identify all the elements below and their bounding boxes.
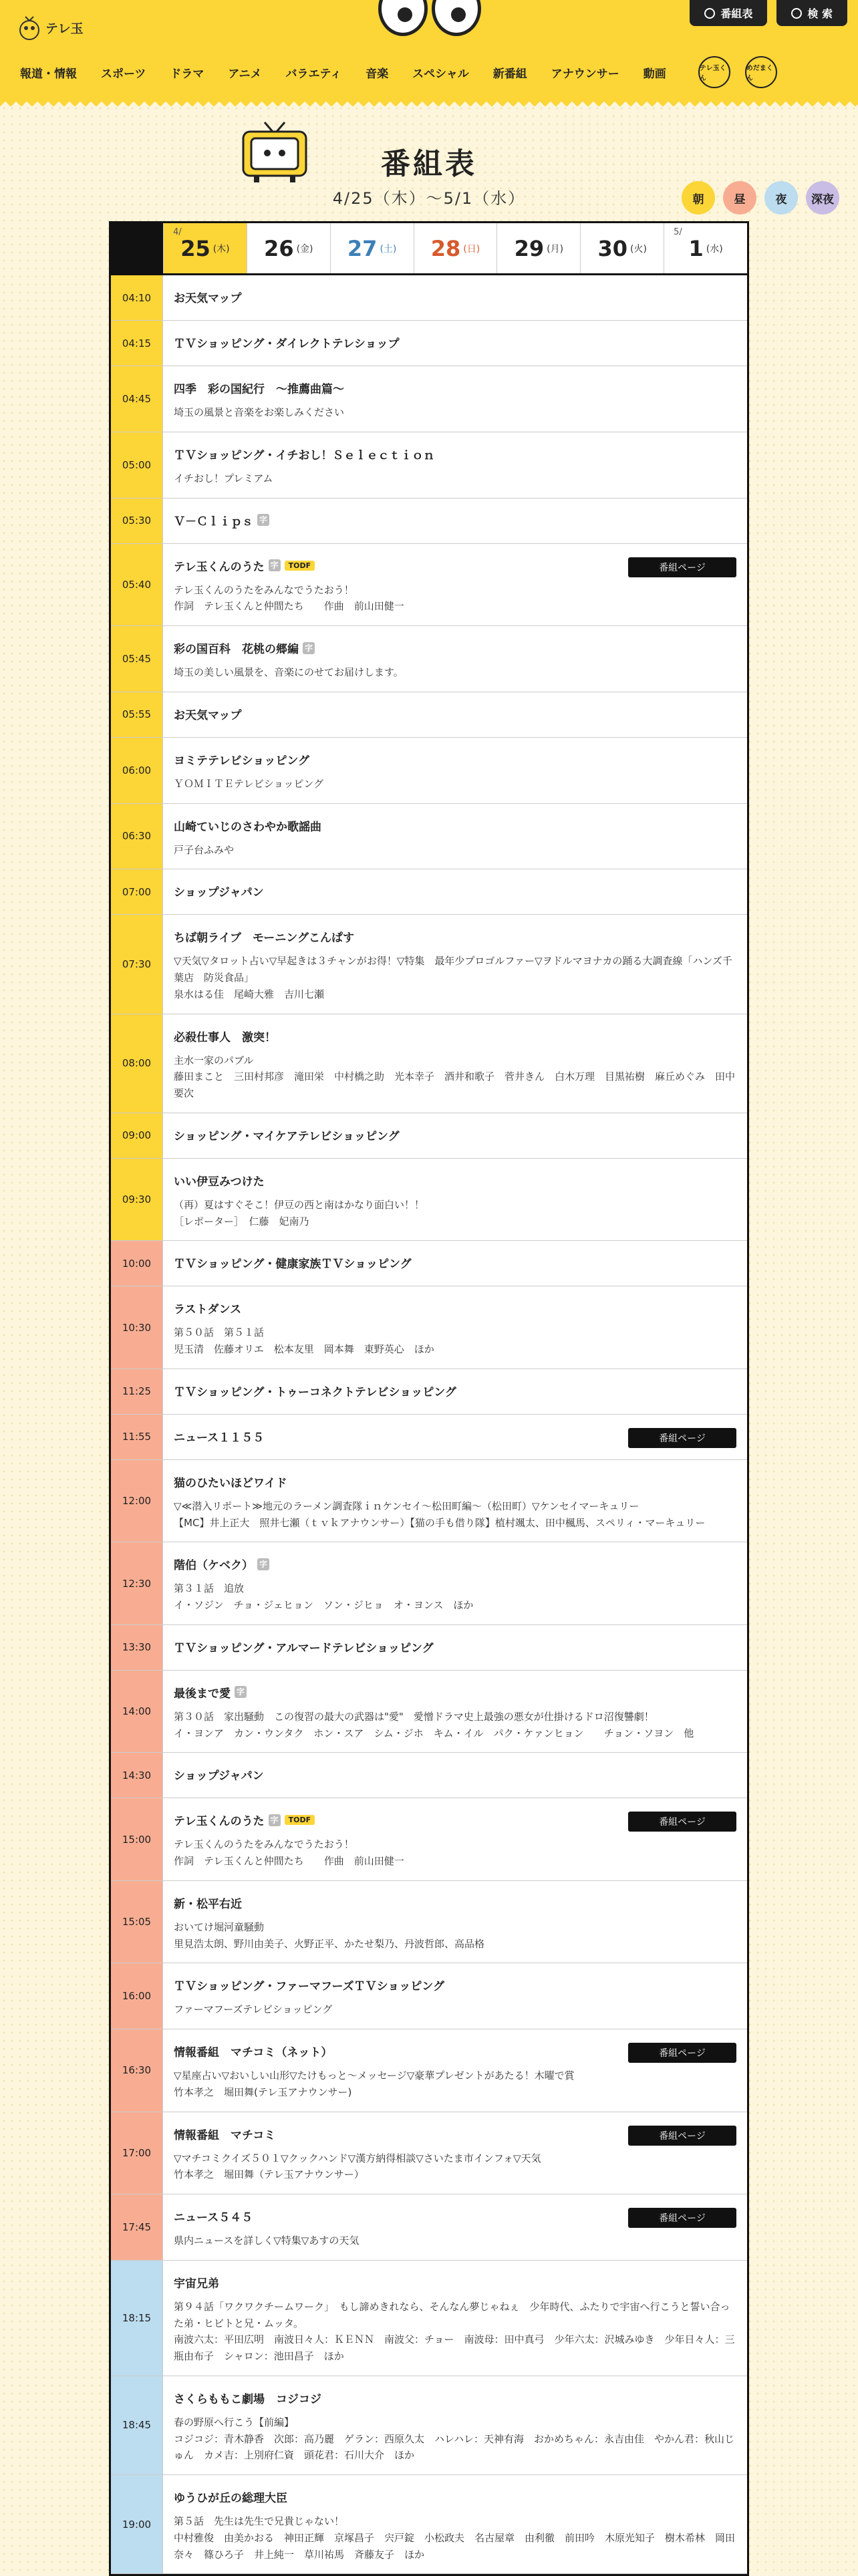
program-description [174, 582, 736, 615]
program-cell [163, 432, 747, 498]
program-title-text: テレ玉くんのうた [174, 560, 265, 574]
nav-music[interactable]: 音楽 [366, 67, 389, 81]
program-title[interactable] [174, 817, 736, 834]
program-description-line: 第９４話「ワクワクチームワーク」 もし諦めきれなら、そんなん夢じゃねぇ 少年時代、ふたりで宇宙へ行こうと誓い合った弟・ヒビトと兄・ムッタ。 [174, 2300, 730, 2329]
program-time: 07:00 [111, 869, 163, 914]
day-tabs-corner [111, 223, 163, 273]
day-tab-weekday: (月) [547, 243, 564, 255]
program-title[interactable] [174, 334, 736, 351]
program-description-line: ▽≪潜入リポート≫地元のラーメン調査隊ｉｎケンセイ～松田町編～（松田町）▽ケンセイマーキュリー [174, 1499, 639, 1512]
program-list [111, 275, 747, 2574]
program-time: 14:00 [111, 1671, 163, 1753]
program-cell [163, 1159, 747, 1241]
program-row [111, 869, 747, 915]
program-title[interactable] [174, 1172, 736, 1189]
program-row [111, 544, 747, 627]
program-time: 06:00 [111, 738, 163, 803]
day-tab[interactable] [414, 223, 497, 273]
program-description [174, 1498, 736, 1532]
program-description [174, 1580, 736, 1614]
program-row [111, 275, 747, 321]
program-page-button[interactable]: 番組ページ [628, 557, 736, 577]
search-icon [791, 8, 802, 19]
program-row [111, 804, 747, 870]
program-cell [163, 692, 747, 737]
day-tab-weekday: (日) [463, 243, 480, 255]
program-title[interactable] [174, 446, 736, 462]
program-time: 14:30 [111, 1753, 163, 1798]
day-tab[interactable] [330, 223, 414, 273]
logo-text: テレ玉 [45, 21, 84, 36]
program-time: 19:00 [111, 2475, 163, 2573]
program-time: 05:00 [111, 432, 163, 498]
program-description-line: 里見浩太朗、野川由美子、火野正平、かたせ梨乃、丹波哲郎、高品格 [174, 1937, 485, 1950]
program-row [111, 1113, 747, 1159]
time-of-day-button[interactable]: 深夜 [806, 181, 839, 214]
program-description [174, 2299, 736, 2365]
day-tab-weekday: (金) [296, 243, 313, 255]
program-title[interactable] [174, 1894, 736, 1911]
program-title[interactable] [174, 512, 736, 529]
program-cell [163, 366, 747, 432]
program-row [111, 626, 747, 692]
program-title-text: さくらももこ劇場 コジコジ [174, 2392, 321, 2406]
program-title[interactable] [174, 1766, 736, 1783]
program-title-text: 山崎ていじのさわやか歌謡曲 [174, 820, 321, 834]
program-cell [163, 498, 747, 543]
program-time: 05:40 [111, 544, 163, 626]
program-cell [163, 1798, 747, 1880]
day-tab-weekday: (木) [212, 243, 230, 255]
program-description [174, 1836, 736, 1870]
program-time: 04:15 [111, 321, 163, 366]
program-time: 15:05 [111, 1881, 163, 1963]
program-title-text: テレ玉くんのうた [174, 1815, 265, 1829]
program-title[interactable] [174, 928, 736, 945]
program-cell [163, 1460, 747, 1542]
program-time: 10:30 [111, 1286, 163, 1369]
program-description-line: 埼玉の美しい風景を、音楽にのせてお届けします。 [174, 666, 404, 678]
program-cell [163, 1625, 747, 1670]
program-title[interactable] [174, 1684, 736, 1701]
program-row [111, 692, 747, 738]
program-cell [163, 1881, 747, 1963]
day-tab[interactable] [664, 223, 747, 273]
day-tab-date: 27 [347, 235, 378, 261]
program-cell [163, 2029, 747, 2112]
program-title[interactable] [174, 1028, 736, 1044]
schedule-button[interactable] [690, 0, 767, 26]
program-row [111, 1881, 747, 1964]
time-of-day-nav [682, 181, 839, 214]
schedule-table [109, 221, 749, 2576]
program-row [111, 915, 747, 1014]
search-button[interactable] [776, 0, 847, 26]
program-description-line: 埼玉の風景と音楽をお楽しみください [174, 406, 345, 418]
nav-variety[interactable]: バラエティ [285, 67, 342, 81]
program-title-text: ちば朝ライブ モーニングこんぱす [174, 932, 354, 946]
program-row [111, 2112, 747, 2195]
subtitle-icon: 字 [269, 1814, 281, 1826]
top-buttons [690, 0, 847, 26]
program-description-line: 春の野原へ行こう【前編】 [174, 2416, 295, 2428]
program-title[interactable] [174, 1383, 736, 1399]
program-page-button[interactable]: 番組ページ [628, 2043, 736, 2063]
day-tab-month: 5/ [674, 227, 682, 237]
program-row [111, 2194, 747, 2261]
program-cell [163, 1963, 747, 2029]
program-row [111, 498, 747, 544]
program-description [174, 2150, 736, 2184]
program-cell [163, 321, 747, 366]
todf-badge: TODF [285, 561, 315, 571]
header-zigzag-border [0, 97, 858, 106]
program-time: 04:45 [111, 366, 163, 432]
program-description-line: 児玉清 佐藤オリエ 松本友里 岡本舞 東野英心 ほか [174, 1343, 434, 1355]
program-description [174, 2067, 736, 2101]
program-description-line: イチおし！プレミアム [174, 472, 273, 484]
program-cell [163, 1241, 747, 1286]
program-row [111, 2376, 747, 2475]
program-title-text: ＴＶショッピング・ファーマフーズＴＶショッピング [174, 1980, 444, 1994]
program-description-line: コジコジ：青木静香 次郎：高乃麗 ゲラン：西原久太 ハレハレ：天神有海 おかめちゃん：永吉由佳 やかん君：秋山じゅん カメ吉：上別府仁資 頭花君：石川大介 ほか [174, 2432, 734, 2462]
program-row [111, 1460, 747, 1543]
program-row [111, 1159, 747, 1242]
program-title-text: ＴＶショッピング・健康家族ＴＶショッピング [174, 1258, 412, 1272]
nav-video[interactable]: 動画 [643, 67, 666, 81]
program-title-text: ニュース５４５ [174, 2211, 253, 2225]
program-title[interactable] [174, 1556, 736, 1572]
program-title-text: 情報番組 マチコミ（ネット） [174, 2046, 333, 2059]
program-cell [163, 738, 747, 803]
program-cell [163, 2194, 747, 2260]
program-row [111, 2475, 747, 2574]
program-title-text: 最後まで愛 [174, 1687, 231, 1701]
program-title-text: ＴＶショッピング・ダイレクトテレショップ [174, 337, 400, 351]
program-description-line: テレ玉くんのうたをみんなでうたおう！ [174, 583, 354, 596]
program-cell [163, 915, 747, 1013]
clock-icon [704, 8, 715, 19]
program-cell [163, 2376, 747, 2474]
site-header [0, 0, 858, 97]
subtitle-icon: 字 [235, 1686, 247, 1698]
day-tab-weekday: (水) [706, 243, 723, 255]
program-description-line: （再）夏はすぐそこ！伊豆の西と南はかなり面白い！！ [174, 1198, 425, 1211]
program-description-line: 作詞 テレ玉くんと仲間たち 作曲 前山田健一 [174, 1855, 404, 1867]
program-description-line: ファーマフーズテレビショッピング [174, 2003, 333, 2016]
program-page-button[interactable]: 番組ページ [628, 1812, 736, 1832]
program-title-text: ショッピング・マイケアテレビショッピング [174, 1129, 400, 1143]
program-cell [163, 869, 747, 914]
program-time: 15:00 [111, 1798, 163, 1880]
day-tab[interactable] [247, 223, 330, 273]
program-row [111, 1798, 747, 1881]
program-description [174, 664, 736, 681]
program-row [111, 1286, 747, 1369]
program-row [111, 1753, 747, 1798]
program-title[interactable] [174, 1300, 736, 1316]
program-row [111, 1014, 747, 1113]
program-description-line: 中村雅俊 由美かおる 神田正輝 京塚昌子 宍戸錠 小松政夫 名古屋章 由利徹 前田吟 木原光知子 樹木希林 岡田奈々 篠ひろ子 井上純一 草川祐馬 斉藤友子 ほか [174, 2531, 736, 2561]
program-row [111, 432, 747, 498]
time-of-day-button[interactable]: 朝 [682, 181, 715, 214]
program-time: 17:45 [111, 2194, 163, 2260]
program-title-text: 四季 彩の国紀行 ～推薦曲篇～ [174, 383, 344, 396]
program-title[interactable] [174, 1473, 736, 1490]
subtitle-icon: 字 [269, 559, 281, 571]
program-row [111, 1671, 747, 1753]
program-row [111, 2261, 747, 2376]
program-cell [163, 1369, 747, 1414]
program-cell [163, 2261, 747, 2376]
program-description-line: 藤田まこと 三田村邦彦 滝田栄 中村橋之助 光本幸子 酒井和歌子 菅井きん 白木万理 目黒祐樹 麻丘めぐみ 田中要次 [174, 1070, 736, 1099]
program-description [174, 776, 736, 793]
program-cell [163, 1415, 747, 1459]
program-description-line: 【MC】井上正大 照井七瀬（ｔｖｋアナウンサー）【猫の手も借り隊】植村颯太、田中楓馬、スペリィ・マーキュリー [174, 1516, 706, 1529]
program-time: 16:30 [111, 2029, 163, 2112]
program-time: 12:00 [111, 1460, 163, 1542]
day-tab[interactable] [580, 223, 664, 273]
program-title-text: ショップジャパン [174, 886, 264, 900]
program-description-line: 竹本孝之 堀田舞（テレ玉アナウンサー） [174, 2168, 364, 2181]
program-description-line: 南波六太：平田広明 南波日々人：ＫＥＮＮ 南波父：チョー 南波母：田中真弓 少年六太：沢城みゆき 少年日々人：三瓶由布子 シャロン：池田昌子 ほか [174, 2333, 735, 2362]
program-row [111, 321, 747, 366]
nav-anime[interactable]: アニメ [228, 67, 262, 81]
program-description-line: 第３０話 家出騒動 この復習の最大の武器は"愛" 愛憎ドラマ史上最強の悪女が仕掛けるドロ沼復讐劇！ [174, 1710, 654, 1723]
program-time: 08:00 [111, 1014, 163, 1113]
program-title[interactable] [174, 706, 736, 722]
program-title-text: ＴＶショッピング・アルマードテレビショッピング [174, 1641, 434, 1655]
program-title[interactable] [174, 751, 736, 768]
mascot-eyes [378, 0, 481, 36]
program-description-line: 第３１話 追放 [174, 1582, 245, 1595]
program-time: 05:45 [111, 626, 163, 692]
program-description-line: 第５話 先生は先生で兄貴じゃない！ [174, 2515, 345, 2527]
nav-announcer[interactable]: アナウンサー [551, 67, 619, 81]
program-description-line: 泉水はる佳 尾崎大雅 吉川七瀬 [174, 988, 325, 1000]
program-description [174, 2513, 736, 2563]
program-row [111, 1963, 747, 2029]
program-row [111, 1625, 747, 1671]
program-cell [163, 1014, 747, 1113]
program-title-text: 必殺仕事人 激突！ [174, 1030, 276, 1044]
left-eye [378, 0, 428, 36]
time-of-day-button[interactable]: 昼 [723, 181, 756, 214]
todf-badge: TODF [285, 1815, 315, 1825]
tele-tama-mascot-icon [19, 13, 40, 41]
program-title-text: お天気マップ [174, 708, 242, 722]
right-eye [432, 0, 481, 36]
program-description-line: 主水一家のパブル [174, 1054, 254, 1066]
date-range: 4/25（木）～5/1（水） [332, 189, 526, 208]
program-row [111, 738, 747, 804]
day-tab-weekday: (火) [630, 243, 647, 255]
search-button-label: 検 索 [807, 7, 833, 20]
program-title-text: お天気マップ [174, 292, 242, 305]
program-time: 18:45 [111, 2376, 163, 2474]
day-tab-weekday: (土) [380, 243, 397, 255]
program-time: 12:30 [111, 1542, 163, 1624]
program-description [174, 470, 736, 487]
program-title[interactable] [174, 1977, 736, 1993]
program-title[interactable] [174, 1254, 736, 1271]
program-page-button[interactable]: 番組ページ [628, 1428, 736, 1448]
nav-sports[interactable]: スポーツ [101, 67, 146, 81]
program-cell [163, 1753, 747, 1798]
program-title[interactable] [174, 1127, 736, 1143]
program-row [111, 1241, 747, 1286]
program-cell [163, 626, 747, 692]
program-title-text: Ｖ－Ｃｌｉｐｓ [174, 515, 253, 529]
program-time: 09:00 [111, 1113, 163, 1158]
program-title-text: ヨミテテレビショッピング [174, 754, 309, 768]
program-description [174, 953, 736, 1002]
program-title[interactable] [174, 1638, 736, 1655]
day-tab[interactable] [496, 223, 580, 273]
day-tab-date: 29 [514, 235, 545, 261]
program-row [111, 2029, 747, 2112]
program-row [111, 1369, 747, 1415]
day-tab-date: 30 [597, 235, 628, 261]
nav-drama[interactable]: ドラマ [170, 67, 204, 81]
time-of-day-button[interactable]: 夜 [764, 181, 798, 214]
program-description-line: ▽天気▽タロット占い▽早起きは３チャンがお得！▽特集 最年少プロゴルファー▽ヲドルマヨナカの踊る大調査線「ハンズ千葉店 防災食品」 [174, 955, 732, 984]
program-description-line: 戸子台ふみや [174, 843, 235, 856]
program-title-text: 情報番組 マチコミ [174, 2128, 276, 2142]
program-time: 05:55 [111, 692, 163, 737]
day-tab-date: 25 [180, 235, 210, 261]
program-time: 09:30 [111, 1159, 163, 1241]
program-cell [163, 544, 747, 626]
program-title[interactable] [174, 289, 736, 305]
day-tab[interactable] [163, 223, 247, 273]
program-description-line: ▽星座占い▽おいしい山形▽たけもっと～メッセージ▽豪華プレゼントがあたる！木曜で賞 [174, 2069, 575, 2082]
program-description [174, 1709, 736, 1742]
program-description [174, 2233, 736, 2249]
teletama-kun-icon[interactable]: テレ玉くん [698, 56, 730, 88]
program-cell [163, 1542, 747, 1624]
program-time: 17:00 [111, 2112, 163, 2194]
program-description-line: 県内ニュースを詳しく▽特集▽あすの天気 [174, 2235, 360, 2247]
program-title-text: ＴＶショッピング・イチおし！Ｓｅｌｅｃｔｉｏｎ [174, 448, 435, 462]
program-time: 16:00 [111, 1963, 163, 2029]
day-tab-date: 26 [264, 235, 294, 261]
program-description [174, 1197, 736, 1230]
program-title-text: 新・松平右近 [174, 1897, 242, 1911]
program-title-text: ゆうひが丘の総理大臣 [174, 2492, 287, 2505]
program-description [174, 1052, 736, 1102]
program-cell [163, 275, 747, 320]
program-description-line: 作詞 テレ玉くんと仲間たち 作曲 前山田健一 [174, 600, 404, 613]
program-description-line: おいてけ堀河童騒動 [174, 1920, 265, 1933]
program-description-line: ▽マチコミクイズ５０１▽クックハンド▽漢方納得相談▽さいたま市インフォ▽天気 [174, 2152, 541, 2164]
program-cell [163, 2475, 747, 2573]
program-description-line: ［レポーター］ 仁藤 妃南乃 [174, 1215, 309, 1228]
program-time: 11:55 [111, 1415, 163, 1459]
title-area [0, 106, 858, 221]
subtitle-icon: 字 [257, 514, 269, 526]
program-title[interactable] [174, 639, 736, 656]
nav-news[interactable]: 報道・情報 [20, 67, 77, 81]
program-description-line: イ・ヨンア カン・ウンタク ホン・スア シム・ジホ キム・イル パク・ケァンヒョン チョン・ソヨン 他 [174, 1727, 694, 1739]
program-row [111, 366, 747, 432]
program-time: 05:30 [111, 498, 163, 543]
day-tab-date: 28 [430, 235, 461, 261]
program-time: 13:30 [111, 1625, 163, 1670]
program-description-line: ＹＯＭＩＴＥテレビショッピング [174, 777, 324, 790]
program-description-line: イ・ソジン チョ・ジェヒョン ソン・ジヒョ オ・ヨンス ほか [174, 1599, 474, 1611]
site-logo[interactable] [19, 13, 84, 41]
program-description [174, 842, 736, 859]
nav-special[interactable]: スペシャル [412, 67, 469, 81]
program-title-text: いい伊豆みつけた [174, 1175, 265, 1189]
program-cell [163, 2112, 747, 2194]
program-description-line: テレ玉くんのうたをみんなでうたおう！ [174, 1838, 354, 1851]
program-cell [163, 804, 747, 869]
program-description [174, 2001, 736, 2018]
program-title[interactable] [174, 883, 736, 899]
program-title-text: 階伯（ケベク） [174, 1559, 253, 1573]
program-title[interactable] [174, 2390, 736, 2406]
program-title-text: 猫のひたいほどワイド [174, 1476, 287, 1490]
program-time: 06:30 [111, 804, 163, 869]
program-time: 18:15 [111, 2261, 163, 2376]
program-cell [163, 1671, 747, 1753]
program-row [111, 1415, 747, 1460]
subtitle-icon: 字 [303, 642, 315, 654]
program-page-button[interactable]: 番組ページ [628, 2208, 736, 2228]
program-time: 10:00 [111, 1241, 163, 1286]
program-title-text: 彩の国百科 花桃の郷編 [174, 643, 299, 656]
program-title-text: 宇宙兄弟 [174, 2277, 219, 2291]
subtitle-icon: 字 [257, 1558, 269, 1570]
main-nav [20, 56, 845, 88]
day-tab-month: 4/ [173, 227, 182, 237]
program-title-text: ＴＶショッピング・トゥーコネクトテレビショッピング [174, 1385, 456, 1399]
program-description [174, 404, 736, 421]
program-time: 11:25 [111, 1369, 163, 1414]
program-title-text: ニュース１１５５ [174, 1431, 265, 1445]
page-title: 番組表 [381, 147, 477, 181]
program-cell [163, 1286, 747, 1369]
program-time: 04:10 [111, 275, 163, 320]
program-description-line: 竹本孝之 堀田舞(テレ玉アナウンサー) [174, 2086, 352, 2098]
program-page-button[interactable]: 番組ページ [628, 2126, 736, 2146]
nav-new-programs[interactable]: 新番組 [492, 67, 527, 81]
program-description [174, 2414, 736, 2464]
day-tabs [111, 223, 747, 275]
program-row [111, 1542, 747, 1625]
program-title-text: ラストダンス [174, 1303, 242, 1317]
schedule-button-label: 番組表 [720, 7, 753, 20]
program-description [174, 1919, 736, 1953]
program-time: 07:30 [111, 915, 163, 1013]
program-title[interactable] [174, 2274, 736, 2291]
program-description-line: 第５０話 第５１話 [174, 1326, 265, 1339]
medama-kun-icon[interactable]: めだまくん [745, 56, 777, 88]
program-cell [163, 1113, 747, 1158]
program-title[interactable] [174, 380, 736, 396]
program-title[interactable] [174, 2488, 736, 2505]
program-description [174, 1324, 736, 1358]
day-tab-date: 1 [688, 235, 704, 261]
program-title-text: ショップジャパン [174, 1769, 264, 1783]
